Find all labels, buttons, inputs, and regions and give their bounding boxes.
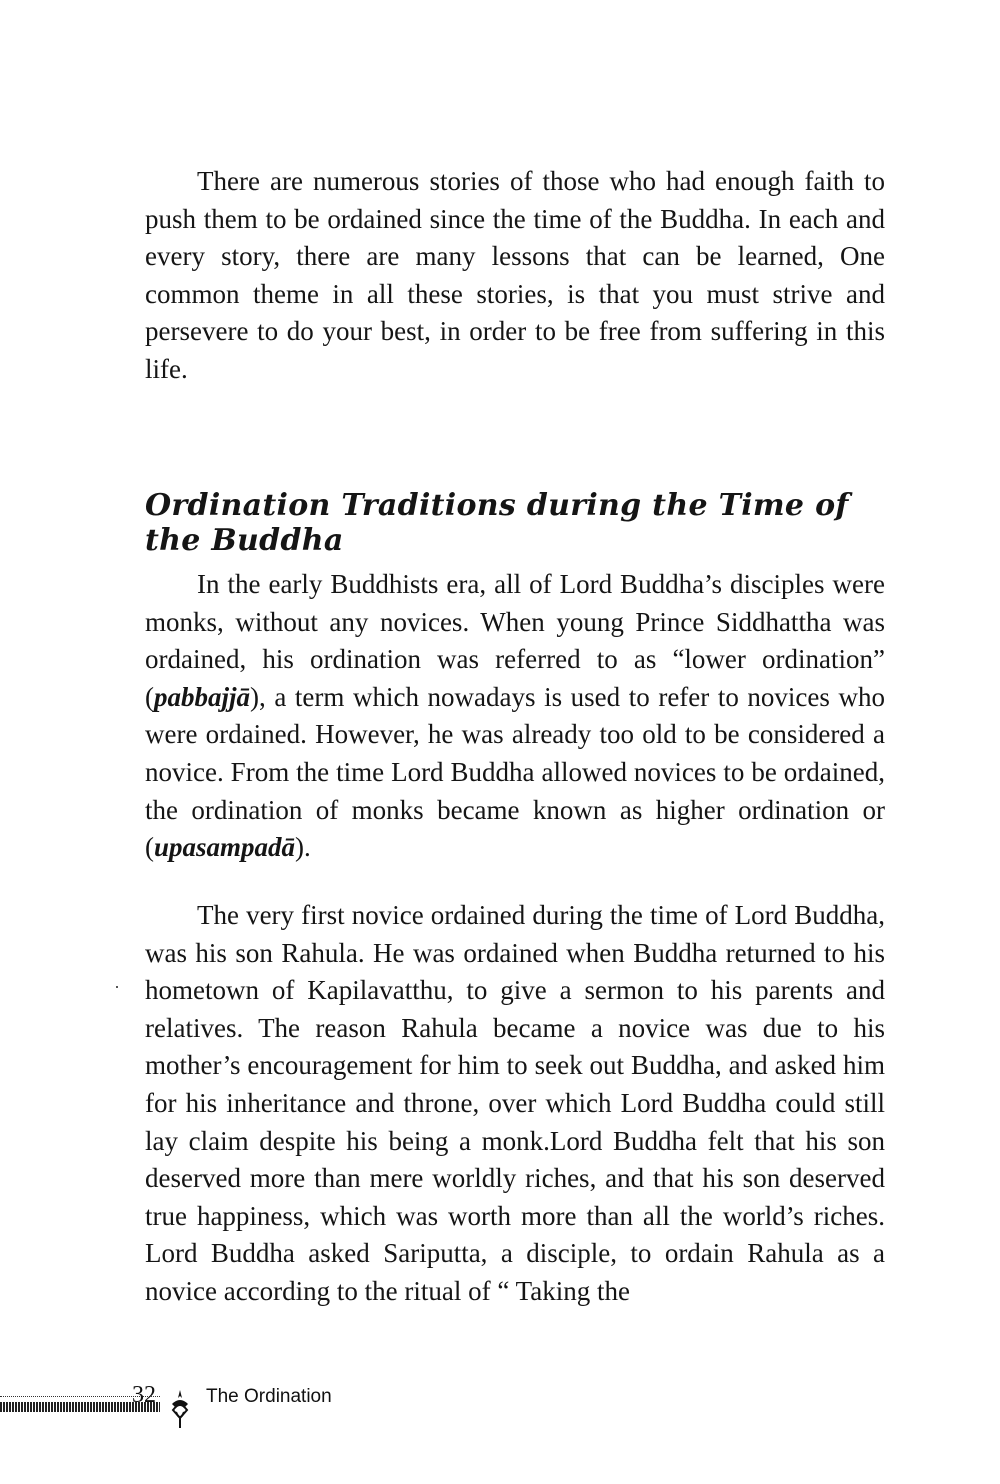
paragraph-2-text-b: ), a term which nowadays is used to refer to novices who were ordained. However, he was already too old to be considered a novice. From the time Lord Buddha allowed novices to be ordained, the ordination of monks became known as higher ordination or ( xyxy=(145,681,885,863)
footer-book-title: The Ordination xyxy=(206,1386,332,1407)
lotus-ornament-icon xyxy=(170,1388,190,1432)
term-pabbajja: pabbajjā xyxy=(154,681,251,712)
paragraph-first-novice xyxy=(145,897,885,1311)
section-heading: Ordination Traditions during the Time of the Buddha xyxy=(145,488,849,558)
page-footer xyxy=(0,1382,1000,1448)
paragraph-ordination-traditions xyxy=(145,566,885,867)
paragraph-2-text-c: ). xyxy=(295,832,311,863)
paragraph-3-text: The very first novice ordained during the time of Lord Buddha, was his son Rahula. He was ordained when Buddha returned to his hometown of Kapilavatthu, to give a sermon to his parents and relatives. The reason Rahula became a novice was due to his mother’s encouragement for him to seek out Buddha, and asked him for his inheritance and throne, over which Lord Buddha could still lay claim despite his being a monk.Lord Buddha felt that his son deserved more than mere worldly riches, and that his son deserved true happiness, which was worth more than all the world’s riches. Lord Buddha asked Sariputta, a disciple, to ordain Rahula as a novice according to the ritual of “ Taking the xyxy=(145,900,885,1306)
paragraph-intro xyxy=(145,163,885,389)
term-upasampada: upasampadā xyxy=(154,832,296,863)
paragraph-2-text-a: In the early Buddhists era, all of Lord Buddha’s disciples were monks, without any novices. When young Prince Siddhattha was ordained, his ordination was referred to as “lower ordination” ( xyxy=(145,569,885,712)
page-number: 32 xyxy=(132,1382,156,1408)
paragraph-intro-text: There are numerous stories of those who had enough faith to push them to be ordained since the time of the Buddha. In each and every story, there are many lessons that can be learned, One common theme in all these stories, is that you must strive and persevere to do your best, in order to be free from suffering in this life. xyxy=(145,166,885,384)
print-speck xyxy=(116,986,118,988)
